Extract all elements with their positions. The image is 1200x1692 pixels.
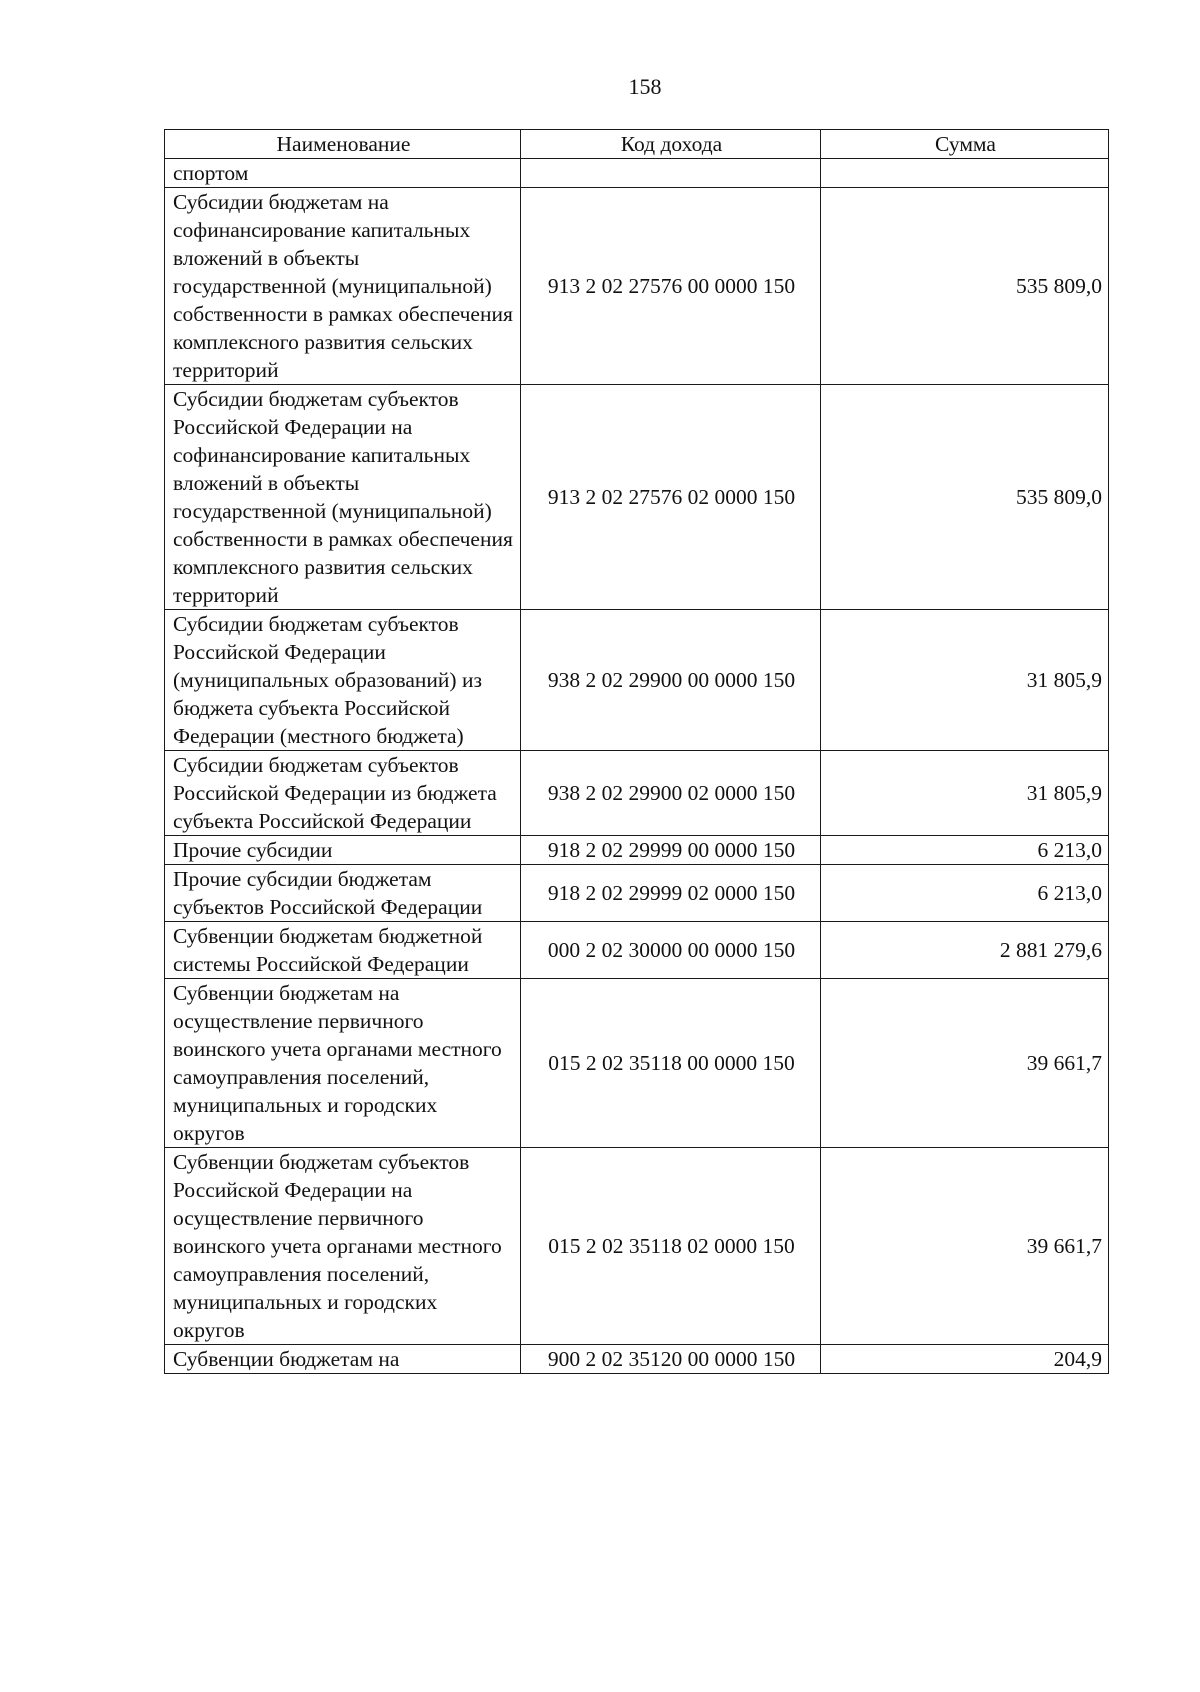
revenue-table [164, 129, 1109, 1374]
table-row [165, 751, 1109, 836]
row-code [521, 159, 821, 188]
row-amount: 2 881 279,6 [821, 922, 1109, 979]
row-amount: 31 805,9 [821, 751, 1109, 836]
row-code: 000 2 02 30000 00 0000 150 [521, 922, 821, 979]
row-code: 015 2 02 35118 00 0000 150 [521, 979, 821, 1148]
row-amount: 39 661,7 [821, 979, 1109, 1148]
row-name: Субсидии бюджетам субъектов Российской Федерации (муниципальных образований) из бюджета субъекта Российской Федерации (местного бюджета) [165, 610, 521, 751]
row-amount: 204,9 [821, 1345, 1109, 1374]
header-code: Код дохода [521, 130, 821, 159]
table-row [165, 610, 1109, 751]
row-name: Субсидии бюджетам субъектов Российской Федерации из бюджета субъекта Российской Федерации [165, 751, 521, 836]
row-amount [821, 159, 1109, 188]
table-row [165, 865, 1109, 922]
row-name: Субвенции бюджетам бюджетной системы Российской Федерации [165, 922, 521, 979]
row-name: спортом [165, 159, 521, 188]
table-row [165, 188, 1109, 385]
header-amount: Сумма [821, 130, 1109, 159]
row-amount: 31 805,9 [821, 610, 1109, 751]
row-amount: 39 661,7 [821, 1148, 1109, 1345]
page-number: 158 [628, 74, 662, 99]
table-row [165, 922, 1109, 979]
table-header-row [165, 130, 1109, 159]
row-code: 918 2 02 29999 02 0000 150 [521, 865, 821, 922]
row-amount: 535 809,0 [821, 385, 1109, 610]
table-row [165, 1345, 1109, 1374]
row-name: Субвенции бюджетам на осуществление первичного воинского учета органами местного самоуправления поселений, муниципальных и городских округов [165, 979, 521, 1148]
table-row [165, 385, 1109, 610]
row-name: Прочие субсидии бюджетам субъектов Российской Федерации [165, 865, 521, 922]
row-code: 938 2 02 29900 00 0000 150 [521, 610, 821, 751]
row-amount: 535 809,0 [821, 188, 1109, 385]
table-row [165, 159, 1109, 188]
row-code: 913 2 02 27576 02 0000 150 [521, 385, 821, 610]
header-name: Наименование [165, 130, 521, 159]
row-code: 918 2 02 29999 00 0000 150 [521, 836, 821, 865]
table-row [165, 836, 1109, 865]
row-amount: 6 213,0 [821, 865, 1109, 922]
table-row [165, 979, 1109, 1148]
row-name: Субсидии бюджетам на софинансирование капитальных вложений в объекты государственной (муниципальной) собственности в рамках обеспечения комплексного развития сельских территорий [165, 188, 521, 385]
row-code: 913 2 02 27576 00 0000 150 [521, 188, 821, 385]
row-code: 900 2 02 35120 00 0000 150 [521, 1345, 821, 1374]
row-name: Субвенции бюджетам на [165, 1345, 521, 1374]
table-row [165, 1148, 1109, 1345]
row-code: 015 2 02 35118 02 0000 150 [521, 1148, 821, 1345]
row-name: Субсидии бюджетам субъектов Российской Федерации на софинансирование капитальных вложений в объекты государственной (муниципальной) собственности в рамках обеспечения комплексного развития сельских территорий [165, 385, 521, 610]
row-name: Прочие субсидии [165, 836, 521, 865]
row-name: Субвенции бюджетам субъектов Российской Федерации на осуществление первичного воинского учета органами местного самоуправления поселений, муниципальных и городских округов [165, 1148, 521, 1345]
row-code: 938 2 02 29900 02 0000 150 [521, 751, 821, 836]
row-amount: 6 213,0 [821, 836, 1109, 865]
